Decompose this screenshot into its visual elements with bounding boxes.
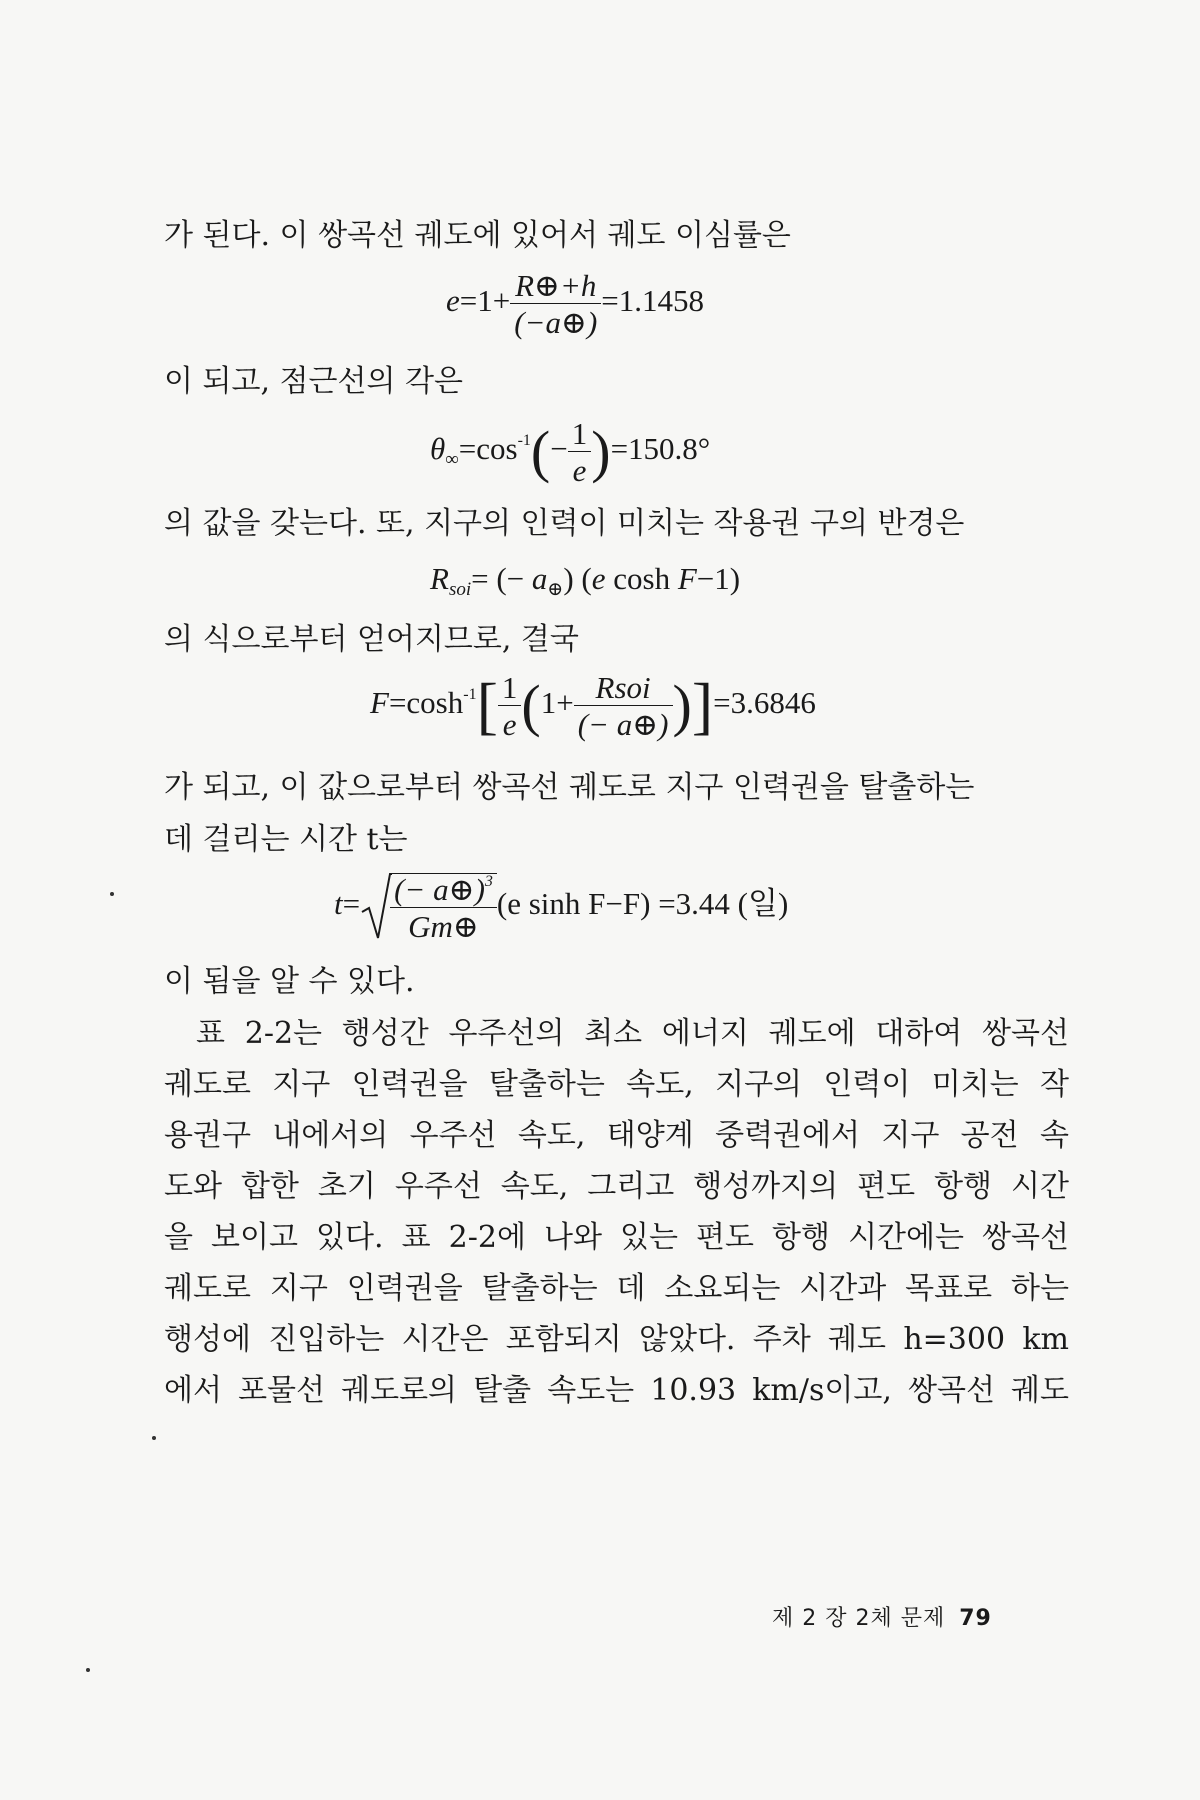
scan-speck bbox=[86, 1668, 90, 1672]
body-line: 행성에 진입하는 시간은 포함되지 않았다. 주차 궤도 h=300 km bbox=[164, 1322, 1069, 1357]
paragraph-line: 이 되고, 점근선의 각은 bbox=[164, 364, 463, 399]
body-line: 을 보이고 있다. 표 2-2에 나와 있는 편도 항행 시간에는 쌍곡선 bbox=[164, 1220, 1069, 1255]
body-line: 에서 포물선 궤도로의 탈출 속도는 10.93 km/s이고, 쌍곡선 궤도 bbox=[164, 1373, 1069, 1408]
body-line: 표 2-2는 행성간 우주선의 최소 에너지 궤도에 대하여 쌍곡선 bbox=[196, 1016, 1069, 1051]
paragraph-line: 데 걸리는 시간 t는 bbox=[164, 822, 408, 857]
eq-result: =150.8° bbox=[610, 431, 711, 467]
numerator: Rsoi bbox=[595, 670, 651, 705]
denominator: (−a⊕) bbox=[510, 303, 601, 338]
paragraph-line: 가 되고, 이 값으로부터 쌍곡선 궤도로 지구 인력권을 탈출하는 bbox=[164, 770, 975, 805]
fraction bbox=[574, 672, 673, 740]
paragraph-line: 가 된다. 이 쌍곡선 궤도에 있어서 궤도 이심률은 bbox=[164, 218, 791, 253]
equation-t: t= $\frac{(- a\oplus)^3}{Gm\oplus}$ (e sinh F−F) =3.44 (일) bbox=[334, 871, 789, 944]
paragraph-line: 의 값을 갖는다. 또, 지구의 인력이 미치는 작용권 구의 반경은 bbox=[164, 506, 965, 541]
equation-asymptote: $\theta_\infty=\cos^{-1}(-$ $\frac{1}{e}$ )=150.8° bbox=[430, 416, 711, 488]
eq-result: =1.1458 bbox=[601, 283, 705, 319]
body-line: 용권구 내에서의 우주선 속도, 태양계 중력권에서 지구 공전 속 bbox=[164, 1118, 1069, 1153]
exponent: -1 bbox=[463, 686, 477, 704]
equation-soi: $R_{soi}=$ (− $a_\oplus$) (e cosh F−1) bbox=[430, 561, 741, 600]
eq-text: =1+ bbox=[459, 283, 511, 319]
fraction bbox=[498, 672, 522, 740]
eq-result: =3.6846 bbox=[713, 685, 816, 721]
paragraph-line: 이 됨을 알 수 있다. bbox=[164, 964, 415, 999]
denominator: (− a⊕) bbox=[574, 705, 673, 740]
denominator: Gm⊕ bbox=[390, 907, 497, 942]
fraction bbox=[510, 270, 601, 338]
numerator: (− a⊕)$^3$ bbox=[394, 871, 493, 907]
eq-text: 1+ bbox=[540, 685, 574, 721]
page-number: 79 bbox=[959, 1606, 992, 1631]
scan-speck bbox=[152, 1436, 156, 1440]
equation-F: $F=\cosh^{-1}$[ $\frac{1}{e}$ (1+ $\frac{\text{Rsoi}}{(- a\oplus)}$ )]=3.6846 bbox=[370, 670, 816, 742]
paragraph-line: 의 식으로부터 얻어지므로, 결국 bbox=[164, 622, 579, 657]
equation-eccentricity: e=1+ $\frac{R\oplus+h}{(-a\oplus)}$ =1.1458 bbox=[446, 268, 705, 340]
numerator: 1 bbox=[501, 670, 518, 705]
body-line: 도와 합한 초기 우주선 속도, 그리고 행성까지의 편도 항행 시간 bbox=[164, 1169, 1069, 1204]
page-footer bbox=[772, 1601, 992, 1632]
fraction bbox=[390, 873, 497, 942]
numerator: 1 bbox=[571, 416, 588, 451]
exponent: -1 bbox=[517, 432, 531, 450]
denominator: e bbox=[498, 705, 522, 740]
body-line: 궤도로 지구 인력권을 탈출하는 데 소요되는 시간과 목표로 하는 bbox=[164, 1271, 1069, 1306]
sqrt-sign-icon bbox=[360, 872, 392, 942]
chapter-title: 제 2 장 2체 문제 bbox=[772, 1606, 946, 1631]
body-line: 궤도로 지구 인력권을 탈출하는 속도, 지구의 인력이 미치는 작 bbox=[164, 1067, 1069, 1102]
fraction bbox=[568, 418, 592, 486]
numerator: R⊕+h bbox=[515, 268, 597, 303]
eq-result: (e sinh F−F) =3.44 (일) bbox=[496, 886, 789, 922]
denominator: e bbox=[568, 451, 592, 486]
scan-speck bbox=[110, 892, 114, 896]
